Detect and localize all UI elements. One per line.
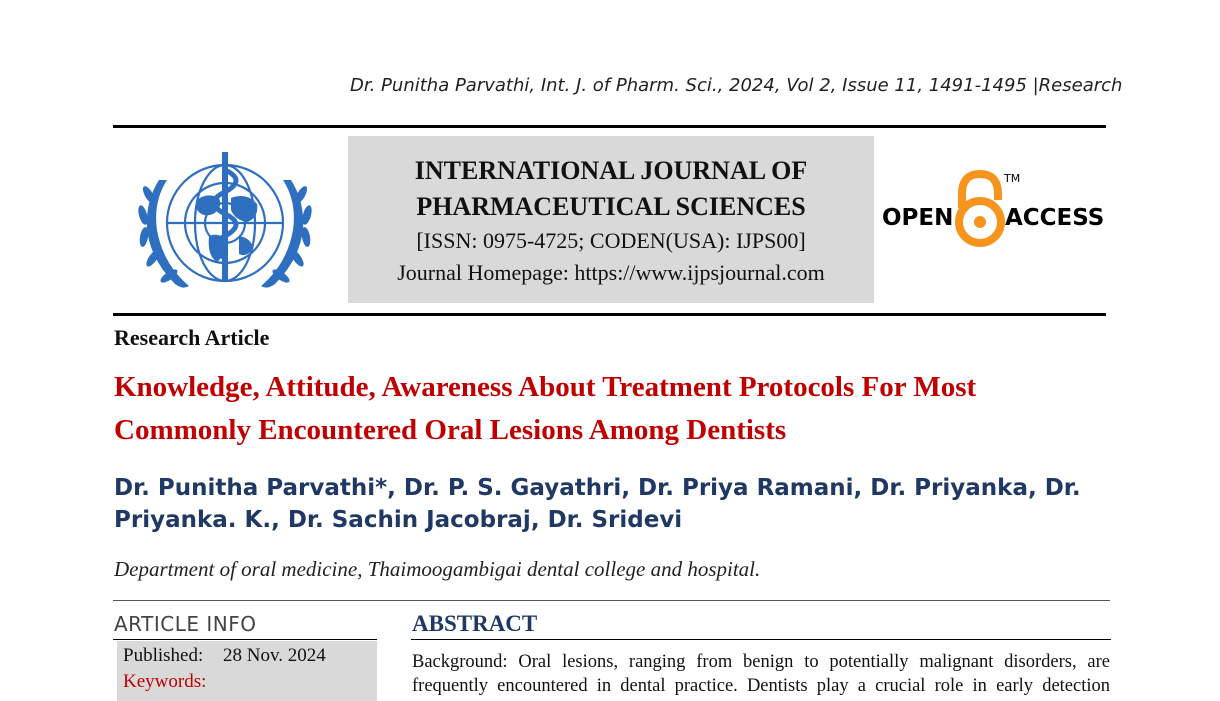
header-rule-top: [113, 125, 1106, 128]
published-label: Published:: [123, 645, 204, 666]
header-rule-bottom: [113, 313, 1106, 316]
journal-homepage-link[interactable]: Journal Homepage: https://www.ijpsjournal.com: [397, 260, 825, 285]
abstract-rule: [411, 639, 1111, 640]
running-header: Dr. Punitha Parvathi, Int. J. of Pharm. Sci., 2024, Vol 2, Issue 11, 1491-1495 |Research: [350, 75, 1123, 96]
article-info-heading: ARTICLE INFO: [114, 612, 257, 636]
article-type-label: Research Article: [114, 325, 270, 350]
abstract-line2: frequently encountered in dental practice. Dentists play a crucial role in early detection: [412, 676, 1110, 696]
open-access-right-word: ACCESS: [1005, 205, 1105, 231]
journal-masthead-box: [348, 136, 874, 303]
abstract-line1: Background: Oral lesions, ranging from benign to potentially malignant disorders, are: [412, 652, 1110, 672]
who-emblem-logo: [127, 140, 323, 306]
journal-title: [348, 153, 874, 225]
published-date: 28 Nov. 2024: [223, 645, 326, 666]
affiliation: Department of oral medicine, Thaimoogambigai dental college and hospital.: [114, 557, 761, 581]
open-access-logo: [880, 168, 1110, 252]
open-access-left-word: OPEN: [882, 205, 954, 231]
abstract-heading: ABSTRACT: [412, 611, 538, 636]
journal-issn-coden: [ISSN: 0975-4725; CODEN(USA): IJPS00]: [416, 228, 806, 253]
trademark-mark: TM: [1004, 172, 1021, 185]
journal-title-line2: PHARMACEUTICAL SCIENCES: [416, 192, 806, 221]
article-info-rule: [113, 639, 377, 640]
journal-title-line1: INTERNATIONAL JOURNAL OF: [414, 156, 808, 185]
keywords-label: Keywords:: [123, 671, 207, 692]
author-list-line1: Dr. Punitha Parvathi*, Dr. P. S. Gayathri, Dr. Priya Ramani, Dr. Priyanka, Dr.: [114, 475, 1081, 501]
author-list: [114, 472, 1114, 536]
paper-title: [114, 366, 1114, 452]
abstract-text: [412, 650, 1110, 698]
paper-title-line1: Knowledge, Attitude, Awareness About Treatment Protocols For Most: [114, 371, 977, 403]
open-lock-icon: [959, 174, 1001, 243]
affiliation-divider: [113, 600, 1110, 601]
author-list-line2: Priyanka. K., Dr. Sachin Jacobraj, Dr. Sridevi: [114, 507, 683, 533]
paper-title-line2: Commonly Encountered Oral Lesions Among Dentists: [114, 414, 787, 446]
